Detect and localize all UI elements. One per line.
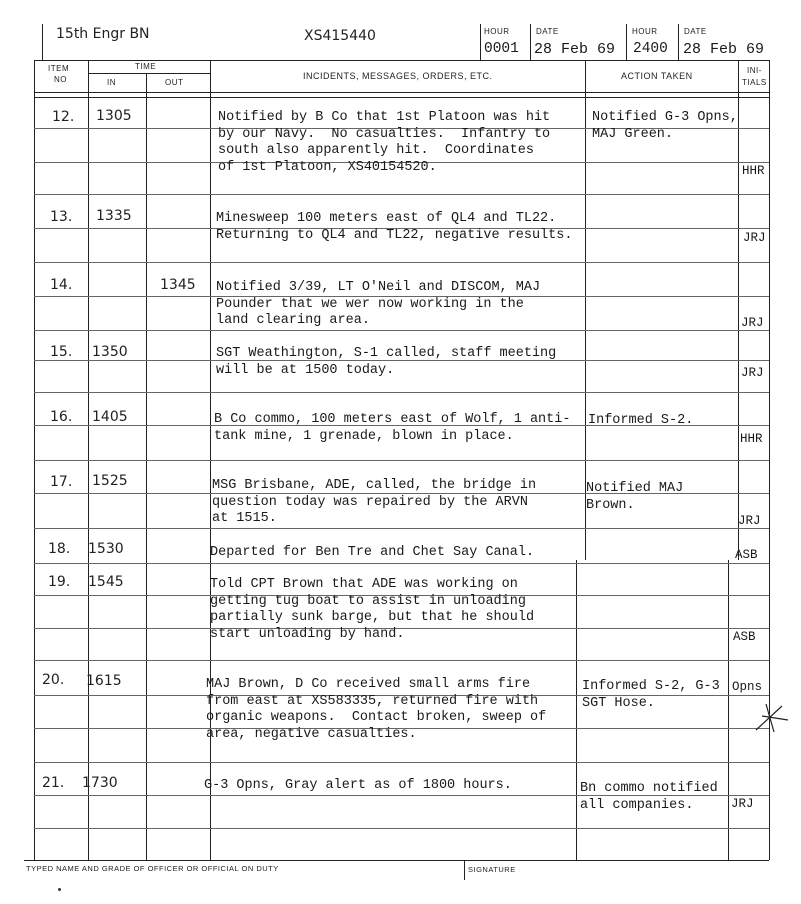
signature-label: SIGNATURE [468, 865, 516, 874]
column-header-rule [34, 97, 769, 98]
entry-time-in: 1335 [96, 208, 132, 224]
officer-on-duty-label: TYPED NAME AND GRADE OF OFFICER OR OFFICIAL ON DUTY [26, 864, 279, 873]
handwritten-mark-icon [752, 700, 792, 734]
incidents-column-divider [576, 560, 577, 860]
hour-from-value: 0001 [484, 41, 519, 57]
hour-from-label: HOUR [484, 27, 510, 36]
row-rule [34, 330, 769, 331]
row-rule [34, 828, 769, 829]
date-from-value: 28 Feb 69 [534, 41, 616, 58]
header-divider [530, 24, 531, 60]
stray-mark [58, 888, 61, 891]
entry-text: B Co commo, 100 meters east of Wolf, 1 anti- tank mine, 1 grenade, blown in place. [214, 412, 571, 444]
entry-time-in: 1615 [86, 673, 122, 689]
entry-initials: HHR [742, 164, 765, 178]
table-right-border [769, 60, 770, 860]
header-bottom-rule [34, 60, 769, 61]
entry-initials: HHR [740, 432, 763, 446]
row-rule [34, 262, 769, 263]
entry-action: Informed S-2, G-3 SGT Hose. [582, 679, 720, 711]
entry-initials: ASB [735, 548, 758, 562]
action-column-divider [738, 60, 739, 560]
col-time-in-header: IN [107, 78, 116, 87]
table-bottom-rule [24, 860, 769, 861]
footer-divider [464, 860, 465, 880]
row-rule [34, 460, 769, 461]
date-to-value: 28 Feb 69 [683, 41, 765, 58]
col-action-header: ACTION TAKEN [621, 71, 693, 81]
hour-to-value: 2400 [633, 41, 668, 57]
col-initials-header: TIALS [742, 78, 767, 87]
entry-time-out: 1345 [160, 277, 196, 293]
entry-initials: JRJ [743, 231, 766, 245]
col-item-header: ITEM [48, 64, 70, 73]
entry-initials: ASB [733, 630, 756, 644]
entry-time-in: 1530 [88, 541, 124, 557]
entry-time-in: 1525 [92, 473, 128, 489]
col-time-out-header: OUT [165, 78, 184, 87]
entry-text: MSG Brisbane, ADE, called, the bridge in question today was repaired by the ARVN at 1515. [212, 478, 537, 526]
entry-text: MAJ Brown, D Co received small arms fire from east at XS583335, returned fire with organic weapons. Contact broken, sweep of area, negative casualties. [206, 677, 547, 742]
column-header-rule [34, 92, 769, 93]
date-from-label: DATE [536, 27, 559, 36]
header-divider [480, 24, 481, 60]
unit-name: 15th Engr BN [56, 26, 150, 42]
row-rule [34, 194, 769, 195]
col-time-header: TIME [135, 62, 157, 71]
entry-no: 17. [50, 474, 73, 490]
entry-no: 18. [48, 541, 71, 557]
entry-time-in: 1545 [88, 574, 124, 590]
time-in-out-divider [146, 73, 147, 860]
entry-text: Departed for Ben Tre and Chet Say Canal. [210, 545, 535, 560]
col-incidents-header: INCIDENTS, MESSAGES, ORDERS, ETC. [303, 71, 493, 81]
entry-text: Notified 3/39, LT O'Neil and DISCOM, MAJ Pounder that we wer now working in the land clearing area. [216, 280, 541, 328]
hour-to-label: HOUR [632, 27, 658, 36]
header-left-edge [42, 24, 43, 60]
entry-time-in: 1305 [96, 108, 132, 124]
entry-initials: JRJ [738, 514, 761, 528]
entry-initials: JRJ [741, 316, 764, 330]
entry-no: 21. [42, 775, 65, 791]
entry-no: 12. [52, 109, 75, 125]
entry-initials: JRJ [731, 797, 754, 811]
entry-time-in: 1350 [92, 344, 128, 360]
entry-no: 16. [50, 409, 73, 425]
entry-no: 20. [42, 672, 65, 688]
entry-text: G-3 Opns, Gray alert as of 1800 hours. [204, 778, 512, 793]
entry-time-in: 1405 [92, 409, 128, 425]
col-initials-header: INI- [747, 66, 762, 75]
time-subrule [88, 73, 210, 74]
entry-action: Notified G-3 Opns, MAJ Green. [592, 110, 738, 142]
header-divider [626, 24, 627, 60]
row-rule [34, 762, 769, 763]
entry-action: Bn commo notified all companies. [580, 781, 718, 813]
row-rule [34, 660, 769, 661]
row-rule [34, 392, 769, 393]
entry-initials: JRJ [741, 366, 764, 380]
action-column-divider [728, 560, 729, 860]
entry-no: 15. [50, 344, 73, 360]
entry-text: Notified by B Co that 1st Platoon was hit by our Navy. No casualties. Infantry to south also apparently hit. Coordinates of 1st Platoon, XS40154520. [218, 110, 551, 175]
entry-action: Informed S-2. [588, 413, 694, 428]
entry-text: Minesweep 100 meters east of QL4 and TL22. Returning to QL4 and TL22, negative results. [216, 211, 573, 243]
col-item-no-header: NO [54, 75, 67, 84]
entry-no: 13. [50, 209, 73, 225]
entry-action: Notified MAJ Brown. [586, 481, 684, 513]
row-rule [34, 528, 769, 529]
entry-text: SGT Weathington, S-1 called, staff meeting will be at 1500 today. [216, 346, 557, 378]
header-divider [678, 24, 679, 60]
row-rule [34, 563, 769, 564]
entry-time-in: 1730 [82, 775, 118, 791]
entry-initials: Opns [732, 680, 763, 694]
entry-no: 14. [50, 277, 73, 293]
grid-coordinate: XS415440 [304, 28, 376, 44]
entry-no: 19. [48, 574, 71, 590]
entry-text: Told CPT Brown that ADE was working on getting tug boat to assist in unloading partially sunk barge, but that he should start unloading by hand. [210, 577, 535, 642]
date-to-label: DATE [684, 27, 707, 36]
